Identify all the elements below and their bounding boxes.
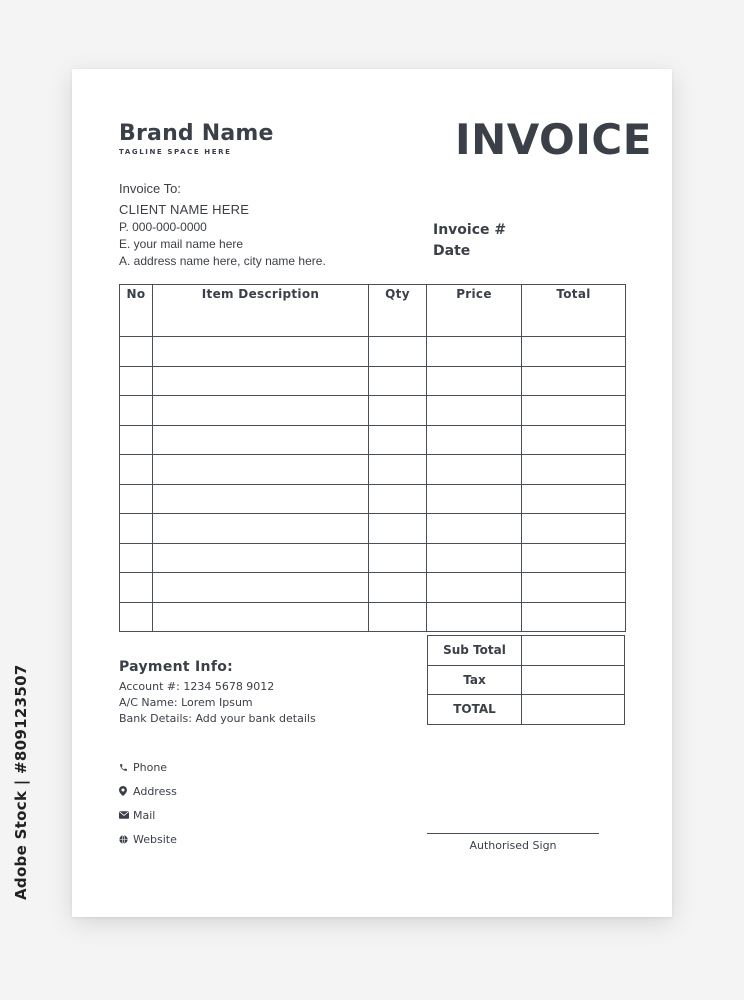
table-cell[interactable] xyxy=(369,337,427,367)
contact-mail xyxy=(119,803,177,827)
table-cell[interactable] xyxy=(522,366,626,396)
total-row xyxy=(428,695,625,725)
phone-icon xyxy=(119,763,133,772)
table-cell[interactable] xyxy=(369,425,427,455)
contact-mail-label: Mail xyxy=(133,808,156,822)
table-cell[interactable] xyxy=(522,514,626,544)
contact-website-label: Website xyxy=(133,832,177,846)
bank-details: Bank Details: Add your bank details xyxy=(119,712,316,725)
table-cell[interactable] xyxy=(427,396,522,426)
table-cell[interactable] xyxy=(369,514,427,544)
table-cell[interactable] xyxy=(153,602,369,632)
contact-address xyxy=(119,779,177,803)
table-cell[interactable] xyxy=(120,573,153,603)
invoice-page xyxy=(72,69,672,917)
table-cell[interactable] xyxy=(427,543,522,573)
table-cell[interactable] xyxy=(427,337,522,367)
table-cell[interactable] xyxy=(369,543,427,573)
table-cell[interactable] xyxy=(427,602,522,632)
tax-row xyxy=(428,665,625,695)
table-row xyxy=(120,455,626,485)
table-row xyxy=(120,573,626,603)
table-header-row xyxy=(120,285,626,337)
contact-website xyxy=(119,827,177,851)
table-cell[interactable] xyxy=(120,602,153,632)
signature-label: Authorised Sign xyxy=(469,839,557,852)
table-cell[interactable] xyxy=(153,484,369,514)
table-cell[interactable] xyxy=(120,543,153,573)
table-cell[interactable] xyxy=(522,455,626,485)
header-no: No xyxy=(120,285,153,337)
table-cell[interactable] xyxy=(522,396,626,426)
invoice-number-label: Invoice # xyxy=(433,222,507,238)
brand-name: Brand Name xyxy=(119,121,274,146)
table-cell[interactable] xyxy=(427,366,522,396)
table-cell[interactable] xyxy=(369,396,427,426)
header-item-description: Item Description xyxy=(153,285,369,337)
table-cell[interactable] xyxy=(153,543,369,573)
table-cell[interactable] xyxy=(369,602,427,632)
client-name: CLIENT NAME HERE xyxy=(119,202,250,217)
table-cell[interactable] xyxy=(153,425,369,455)
tax-label: Tax xyxy=(428,665,522,695)
items-body xyxy=(120,337,626,632)
contact-phone-label: Phone xyxy=(133,760,168,774)
account-number: Account #: 1234 5678 9012 xyxy=(119,680,275,693)
table-row xyxy=(120,396,626,426)
invoice-to-label: Invoice To: xyxy=(119,181,181,196)
mail-icon xyxy=(119,811,133,819)
table-cell[interactable] xyxy=(427,573,522,603)
table-cell[interactable] xyxy=(427,514,522,544)
invoice-meta xyxy=(433,220,506,262)
table-cell[interactable] xyxy=(427,425,522,455)
table-cell[interactable] xyxy=(369,484,427,514)
table-cell[interactable] xyxy=(120,514,153,544)
table-cell[interactable] xyxy=(522,337,626,367)
table-cell[interactable] xyxy=(522,543,626,573)
table-row xyxy=(120,484,626,514)
table-row xyxy=(120,602,626,632)
brand-tagline: TAGLINE SPACE HERE xyxy=(119,148,232,156)
invoice-date-label: Date xyxy=(433,243,471,259)
table-cell[interactable] xyxy=(153,455,369,485)
globe-icon xyxy=(119,835,133,844)
location-pin-icon xyxy=(119,786,133,796)
table-cell[interactable] xyxy=(153,366,369,396)
client-phone: P. 000-000-0000 xyxy=(119,220,207,234)
subtotal-row xyxy=(428,636,625,666)
table-cell[interactable] xyxy=(153,396,369,426)
table-cell[interactable] xyxy=(120,484,153,514)
account-name: A/C Name: Lorem Ipsum xyxy=(119,696,253,709)
table-cell[interactable] xyxy=(153,514,369,544)
table-cell[interactable] xyxy=(522,484,626,514)
table-cell[interactable] xyxy=(522,602,626,632)
total-label: TOTAL xyxy=(428,695,522,725)
contact-phone xyxy=(119,755,177,779)
table-cell[interactable] xyxy=(120,396,153,426)
subtotal-label: Sub Total xyxy=(428,636,522,666)
payment-info-title: Payment Info: xyxy=(119,659,234,675)
table-row xyxy=(120,543,626,573)
table-cell[interactable] xyxy=(427,484,522,514)
client-address: A. address name here, city name here. xyxy=(119,254,326,268)
table-cell[interactable] xyxy=(522,425,626,455)
table-cell[interactable] xyxy=(120,425,153,455)
table-row xyxy=(120,337,626,367)
table-cell[interactable] xyxy=(120,337,153,367)
table-cell[interactable] xyxy=(369,573,427,603)
subtotal-value[interactable] xyxy=(522,636,625,666)
table-cell[interactable] xyxy=(120,366,153,396)
table-cell[interactable] xyxy=(522,573,626,603)
items-table xyxy=(119,284,626,632)
table-row xyxy=(120,425,626,455)
table-cell[interactable] xyxy=(369,366,427,396)
invoice-title: INVOICE xyxy=(455,115,652,164)
table-cell[interactable] xyxy=(120,455,153,485)
stock-id-text: Adobe Stock | #809123507 xyxy=(12,664,30,900)
client-email: E. your mail name here xyxy=(119,237,244,251)
table-cell[interactable] xyxy=(427,455,522,485)
table-cell[interactable] xyxy=(369,455,427,485)
total-value[interactable] xyxy=(522,695,625,725)
table-cell[interactable] xyxy=(153,573,369,603)
table-row xyxy=(120,514,626,544)
totals-table xyxy=(427,635,625,725)
table-cell[interactable] xyxy=(153,337,369,367)
table-row xyxy=(120,366,626,396)
signature-line xyxy=(427,833,599,834)
bill-to-block xyxy=(119,181,326,271)
tax-value[interactable] xyxy=(522,665,625,695)
payment-info xyxy=(119,659,316,728)
contact-address-label: Address xyxy=(133,784,177,798)
contact-list xyxy=(119,755,177,851)
header-total: Total xyxy=(522,285,626,337)
header-qty: Qty xyxy=(369,285,427,337)
header-price: Price xyxy=(427,285,522,337)
